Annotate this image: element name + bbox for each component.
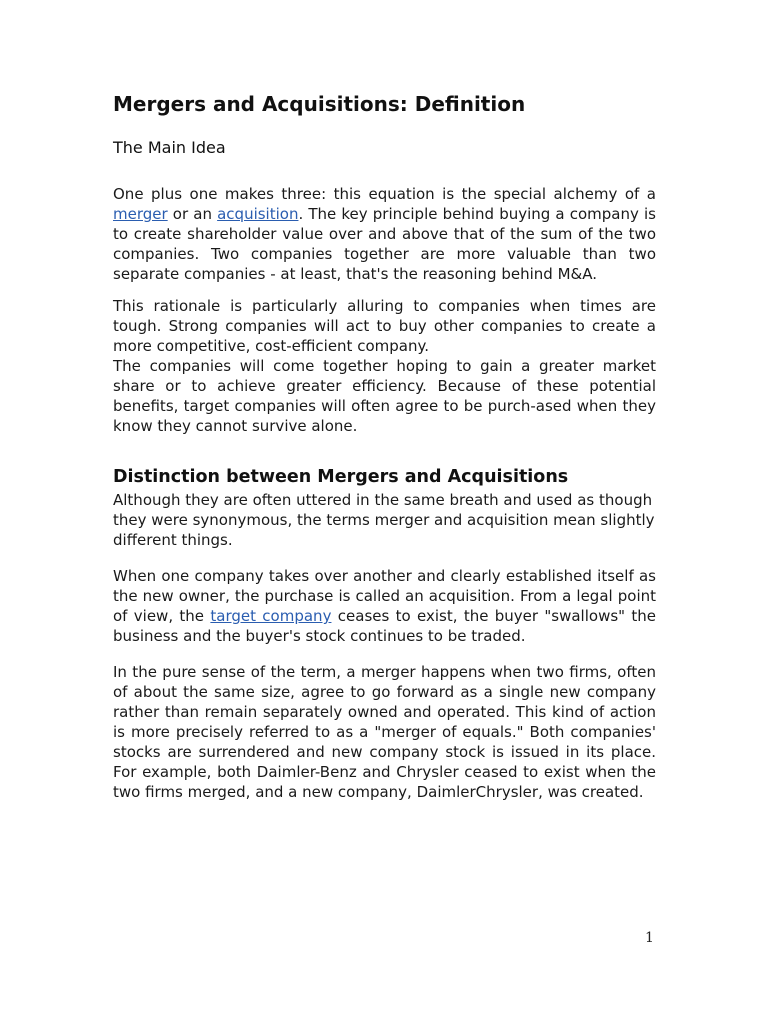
paragraph-main-idea bbox=[113, 184, 656, 284]
para1-text-c: . The key principle behind buying a company is to create shareholder value over and above that of the sum of the two companies. Two companies together are more valuable than two separate companies - at least, that's the reasoning behind M&A. bbox=[113, 205, 656, 283]
document-page bbox=[113, 90, 656, 802]
section-heading-distinction: Distinction between Mergers and Acquisitions bbox=[113, 467, 569, 487]
acquisition-link[interactable]: acquisition bbox=[217, 205, 299, 223]
para5-text-a: When one company takes over another and clearly established itself as the new owner, the purchase is called an acquisition. From a legal point of view, the bbox=[113, 567, 656, 625]
para2-line2: The companies will come together hoping to gain a greater market share or to achieve greater efficiency. Because of these potential benefits, target companies will often agree to be purch-ased when they know they cannot survive alone. bbox=[113, 357, 656, 435]
paragraph-merger: In the pure sense of the term, a merger happens when two firms, often of about the same size, agree to go forward as a single new company rather than remain separately owned and operated. This kind of action is more precisely referred to as a "merger of equals." Both companies' stocks are surrendered and new company stock is issued in its place. For example, both Daimler-Benz and Chrysler ceased to exist when the two firms merged, and a new company, DaimlerChrysler, was created. bbox=[113, 663, 656, 801]
merger-link[interactable]: merger bbox=[113, 205, 168, 223]
target-company-link[interactable]: target company bbox=[210, 607, 332, 625]
para2-line1: This rationale is particularly alluring to companies when times are tough. Strong companies will act to buy other companies to create a more competitive, cost-efficient company. bbox=[113, 297, 656, 355]
paragraph-distinction-intro: Although they are often uttered in the same breath and used as though they were synonymous, the terms merger and acquisition mean slightly different things. bbox=[113, 491, 655, 549]
para1-text-b: or an bbox=[167, 205, 218, 223]
paragraph-acquisition bbox=[113, 566, 656, 646]
para5-text-b: ceases to exist, the buyer "swallows" the business and the buyer's stock continues to be traded. bbox=[113, 607, 656, 645]
para1-text-a: One plus one makes three: this equation is the special alchemy of a bbox=[113, 185, 656, 203]
paragraph-rationale bbox=[113, 296, 656, 436]
section-subtitle: The Main Idea bbox=[113, 138, 226, 157]
document-title: Mergers and Acquisitions: Definition bbox=[113, 92, 526, 116]
page-number: 1 bbox=[645, 930, 654, 946]
